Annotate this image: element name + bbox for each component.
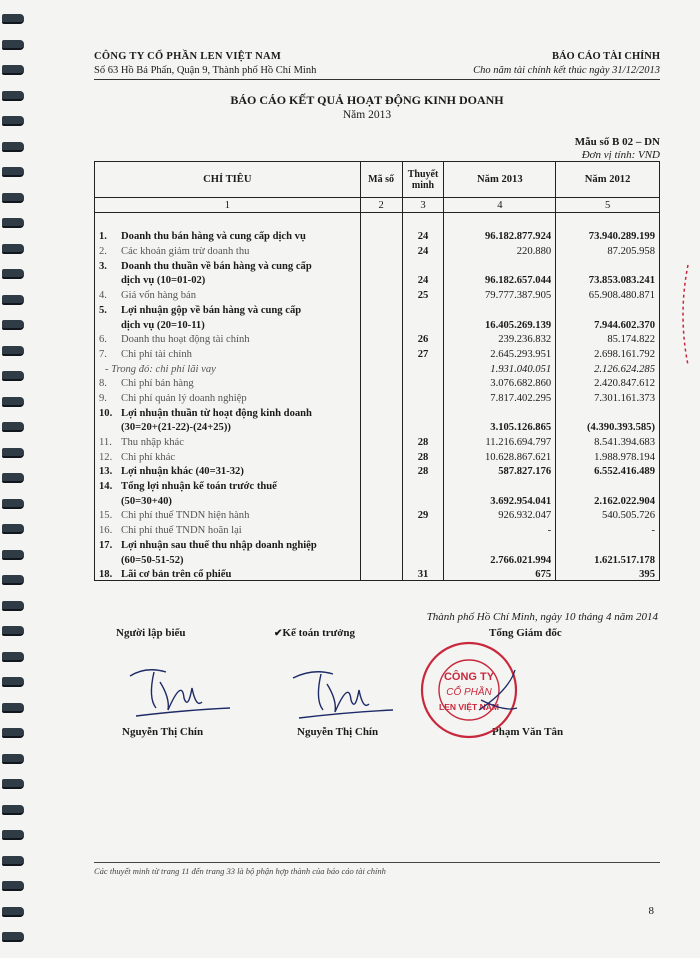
row-code (360, 360, 402, 375)
table-row (95, 375, 660, 390)
row-code (360, 507, 402, 522)
binding-ring (2, 422, 24, 432)
binding-ring (2, 320, 24, 330)
row-note: 24 (402, 242, 444, 257)
currency-unit: Đơn vị tính: VND (581, 149, 660, 161)
row-label (95, 316, 361, 331)
row-value-2013 (444, 477, 556, 492)
row-value-2012 (556, 213, 660, 228)
preparer-signature (126, 658, 236, 720)
row-number: 14. (99, 481, 113, 493)
row-value-2013: 239.236.832 (444, 331, 556, 346)
director-title: Tổng Giám đốc (489, 627, 562, 639)
row-item-name: Chi phí bán hàng (121, 378, 194, 390)
row-code (360, 345, 402, 360)
row-value-2013: 96.182.657.044 (444, 272, 556, 287)
row-value-2013: 10.628.867.621 (444, 448, 556, 463)
row-value-2013: 79.777.387.905 (444, 286, 556, 301)
row-item-name: (50=30+40) (121, 495, 172, 507)
column-number-row (95, 198, 660, 213)
binding-ring (2, 14, 24, 24)
row-value-2012 (556, 477, 660, 492)
row-number: 18. (99, 569, 113, 581)
row-value-2012: 540.505.726 (556, 507, 660, 522)
row-note: 25 (402, 286, 444, 301)
binding-ring (2, 830, 24, 840)
row-value-2013: 3.105.126.865 (444, 419, 556, 434)
row-label (95, 389, 361, 404)
row-note: 24 (402, 228, 444, 243)
row-number: 1. (99, 231, 107, 243)
row-value-2013 (444, 536, 556, 551)
row-code (360, 536, 402, 551)
row-note (402, 316, 444, 331)
row-item-name: Chi phí quản lý doanh nghiệp (121, 392, 247, 404)
table-row (95, 228, 660, 243)
table-row (95, 316, 660, 331)
table-row (95, 433, 660, 448)
table-row (95, 404, 660, 419)
row-label (95, 301, 361, 316)
row-number: 4. (99, 290, 107, 302)
row-item-name: Tổng lợi nhuận kế toán trước thuế (121, 481, 277, 493)
row-value-2012: 1.988.978.194 (556, 448, 660, 463)
row-code (360, 286, 402, 301)
row-note (402, 360, 444, 375)
report-page (34, 0, 700, 958)
binding-ring (2, 473, 24, 483)
binding-ring (2, 754, 24, 764)
row-item-name: Chi phí tài chính (121, 348, 192, 360)
row-number: 10. (99, 407, 113, 419)
table-row (95, 507, 660, 522)
row-value-2012: 8.541.394.683 (556, 433, 660, 448)
row-note: 28 (402, 433, 444, 448)
row-label (95, 213, 361, 228)
row-value-2012: - (556, 521, 660, 536)
table-row (95, 419, 660, 434)
company-seal (419, 640, 519, 740)
signing-place-date: Thành phố Hồ Chí Minh, ngày 10 tháng 4 năm 2014 (426, 611, 658, 623)
footer-note: Các thuyết minh từ trang 11 đến trang 33 là bộ phận hợp thành của báo cáo tài chính (94, 866, 386, 876)
row-item-name: Doanh thu bán hàng và cung cấp dịch vụ (121, 231, 306, 243)
row-code (360, 521, 402, 536)
row-label (95, 448, 361, 463)
binding-ring (2, 703, 24, 713)
side-seal-fragment (674, 255, 692, 375)
binding-ring (2, 601, 24, 611)
binding-ring (2, 397, 24, 407)
row-value-2012: 2.698.161.792 (556, 345, 660, 360)
row-item-name: Lợi nhuận khác (40=31-32) (121, 466, 244, 478)
company-name: CÔNG TY CỔ PHẦN LEN VIỆT NAM (94, 51, 282, 62)
row-value-2012: 73.940.289.199 (556, 228, 660, 243)
row-note: 31 (402, 566, 444, 581)
row-value-2012 (556, 301, 660, 316)
binding-ring (2, 550, 24, 560)
col-header-note: Thuyết minh (402, 162, 444, 198)
row-item-name: dịch vụ (20=10-11) (121, 319, 205, 331)
row-label (95, 228, 361, 243)
row-item-name: Lãi cơ bản trên cổ phiếu (121, 569, 232, 581)
row-code (360, 316, 402, 331)
form-number: Mẫu số B 02 – DN (574, 136, 660, 148)
table-row (95, 242, 660, 257)
table-row (95, 536, 660, 551)
binding-ring (2, 626, 24, 636)
row-label (95, 404, 361, 419)
row-label (95, 463, 361, 478)
pen-mark-icon: ✔ (274, 628, 283, 639)
row-label (95, 419, 361, 434)
row-code (360, 448, 402, 463)
row-value-2013: 7.817.402.295 (444, 389, 556, 404)
row-note (402, 257, 444, 272)
preparer-title: Người lập biểu (116, 627, 186, 639)
row-item-name: Chi phí thuế TNDN hoãn lại (121, 525, 242, 537)
row-note: 29 (402, 507, 444, 522)
row-code (360, 419, 402, 434)
binding-ring (2, 677, 24, 687)
col-number: 5 (556, 198, 660, 213)
table-row (95, 521, 660, 536)
row-value-2012: 6.552.416.489 (556, 463, 660, 478)
row-value-2012: 2.162.022.904 (556, 492, 660, 507)
binding-ring (2, 167, 24, 177)
row-code (360, 242, 402, 257)
row-label (95, 257, 361, 272)
row-code (360, 301, 402, 316)
row-note (402, 492, 444, 507)
binding-ring (2, 779, 24, 789)
row-value-2013: 2.645.293.951 (444, 345, 556, 360)
table-row (95, 551, 660, 566)
row-code (360, 375, 402, 390)
page-number: 8 (648, 905, 654, 917)
form-info (575, 136, 660, 162)
row-value-2012: 7.301.161.373 (556, 389, 660, 404)
report-title: BÁO CÁO KẾT QUẢ HOẠT ĐỘNG KINH DOANH (230, 93, 504, 107)
binding-ring (2, 371, 24, 381)
row-label (95, 286, 361, 301)
row-value-2013 (444, 301, 556, 316)
binding-ring (2, 269, 24, 279)
binding-ring (2, 448, 24, 458)
row-value-2012: 2.126.624.285 (556, 360, 660, 375)
col-number: 1 (95, 198, 361, 213)
row-label (95, 345, 361, 360)
binding-ring (2, 346, 24, 356)
row-value-2012: 2.420.847.612 (556, 375, 660, 390)
col-header-2012: Năm 2012 (556, 162, 660, 198)
table-row (95, 477, 660, 492)
row-value-2013: 3.692.954.041 (444, 492, 556, 507)
row-value-2013: 2.766.021.994 (444, 551, 556, 566)
row-item-name: Giá vốn hàng bán (121, 290, 197, 302)
row-code (360, 492, 402, 507)
binding-ring (2, 40, 24, 50)
row-note (402, 551, 444, 566)
report-period: Cho năm tài chính kết thúc ngày 31/12/2013 (473, 65, 660, 76)
row-value-2013: 675 (444, 566, 556, 581)
row-item-name: Lợi nhuận sau thuế thu nhập doanh nghiệp (121, 539, 317, 551)
row-value-2013: - (444, 521, 556, 536)
table-row (95, 331, 660, 346)
row-note: 24 (402, 272, 444, 287)
seal-line-3: LEN VIỆT NAM (439, 702, 499, 712)
row-value-2012: 7.944.602.370 (556, 316, 660, 331)
row-item-name: dịch vụ (10=01-02) (121, 275, 206, 287)
table-row (95, 566, 660, 581)
row-number: 11. (99, 437, 112, 448)
binding-ring (2, 116, 24, 126)
row-item-name: - Trong đó: chi phí lãi vay (105, 363, 216, 375)
row-item-name: Chi phí thuế TNDN hiện hành (121, 510, 250, 522)
footer-divider (94, 862, 660, 863)
row-value-2012 (556, 404, 660, 419)
header-divider (94, 79, 660, 80)
binding-ring (2, 244, 24, 254)
table-row (95, 213, 660, 228)
row-item-name: Lợi nhuận thuần từ hoạt động kinh doanh (121, 407, 312, 419)
row-number: 5. (99, 304, 107, 316)
row-code (360, 404, 402, 419)
row-value-2012: (4.390.393.585) (556, 419, 660, 434)
company-header (94, 50, 316, 78)
spiral-binding (0, 0, 30, 958)
table-row (95, 492, 660, 507)
binding-ring (2, 193, 24, 203)
row-code (360, 331, 402, 346)
table-row (95, 448, 660, 463)
row-item-name: (60=50-51-52) (121, 554, 184, 566)
binding-ring (2, 728, 24, 738)
col-header-2013: Năm 2013 (444, 162, 556, 198)
row-note (402, 536, 444, 551)
report-year: Năm 2013 (342, 109, 392, 121)
binding-ring (2, 142, 24, 152)
row-item-name: Thu nhập khác (121, 437, 184, 448)
row-value-2013: 96.182.877.924 (444, 228, 556, 243)
table-row (95, 345, 660, 360)
row-item-name: Lợi nhuận gộp về bán hàng và cung cấp (121, 304, 302, 316)
row-label (95, 433, 361, 448)
row-code (360, 566, 402, 581)
row-value-2012 (556, 257, 660, 272)
binding-ring (2, 881, 24, 891)
row-code (360, 228, 402, 243)
row-code (360, 433, 402, 448)
row-note: 28 (402, 463, 444, 478)
report-title-block (34, 93, 700, 123)
row-code (360, 389, 402, 404)
row-number: 12. (99, 451, 113, 463)
row-code (360, 551, 402, 566)
row-number: 8. (99, 378, 107, 390)
col-number: 4 (444, 198, 556, 213)
table-row (95, 301, 660, 316)
binding-ring (2, 805, 24, 815)
row-value-2012: 65.908.480.871 (556, 286, 660, 301)
table-row (95, 389, 660, 404)
row-note: 28 (402, 448, 444, 463)
row-number: 16. (99, 525, 113, 537)
row-value-2013: 926.932.047 (444, 507, 556, 522)
table-row (95, 360, 660, 375)
income-statement-table (94, 161, 660, 581)
binding-ring (2, 856, 24, 866)
preparer-name: Nguyễn Thị Chín (122, 726, 204, 738)
row-note (402, 213, 444, 228)
row-value-2013 (444, 257, 556, 272)
accountant-title-block (274, 627, 355, 639)
binding-ring (2, 65, 24, 75)
row-item-name: Các khoản giảm trừ doanh thu (121, 246, 250, 258)
row-code (360, 477, 402, 492)
accountant-title: Kế toán trưởng (282, 627, 355, 639)
row-value-2013: 16.405.269.139 (444, 316, 556, 331)
row-item-name: (30=20+(21-22)-(24+25)) (121, 422, 231, 434)
row-code (360, 213, 402, 228)
row-note (402, 477, 444, 492)
binding-ring (2, 652, 24, 662)
row-value-2013: 1.931.040.051 (444, 360, 556, 375)
director-name: Phạm Văn Tân (492, 726, 564, 738)
binding-ring (2, 218, 24, 228)
row-note: 27 (402, 345, 444, 360)
row-label (95, 492, 361, 507)
row-label (95, 272, 361, 287)
row-note (402, 301, 444, 316)
row-code (360, 463, 402, 478)
table-row (95, 286, 660, 301)
row-label (95, 566, 361, 581)
row-value-2012: 87.205.958 (556, 242, 660, 257)
table-row (95, 272, 660, 287)
seal-line-2: CỔ PHẦN (446, 687, 492, 698)
row-label (95, 536, 361, 551)
col-number: 3 (402, 198, 444, 213)
report-type: BÁO CÁO TÀI CHÍNH (551, 51, 660, 62)
binding-ring (2, 295, 24, 305)
row-number: 13. (99, 466, 113, 478)
report-header (473, 50, 660, 78)
row-number: 9. (99, 392, 107, 404)
company-address: Số 63 Hồ Bá Phấn, Quận 9, Thành phố Hồ Chí Minh (94, 65, 317, 76)
row-note: 26 (402, 331, 444, 346)
row-number: 17. (99, 539, 113, 551)
row-note (402, 419, 444, 434)
row-value-2013: 11.216.694.797 (444, 433, 556, 448)
row-label (95, 477, 361, 492)
col-number: 2 (360, 198, 402, 213)
table-row (95, 463, 660, 478)
row-label (95, 375, 361, 390)
col-header-item: CHỈ TIÊU (95, 162, 361, 198)
binding-ring (2, 932, 24, 942)
row-value-2012: 395 (556, 566, 660, 581)
row-number: 3. (99, 260, 107, 272)
row-value-2013 (444, 404, 556, 419)
binding-ring (2, 524, 24, 534)
row-note (402, 389, 444, 404)
row-label (95, 521, 361, 536)
row-number: 7. (99, 348, 107, 360)
row-note (402, 375, 444, 390)
row-value-2013: 587.827.176 (444, 463, 556, 478)
col-header-code: Mã số (360, 162, 402, 198)
row-note (402, 404, 444, 419)
binding-ring (2, 575, 24, 585)
row-value-2012 (556, 536, 660, 551)
row-label (95, 331, 361, 346)
row-value-2013: 220.880 (444, 242, 556, 257)
row-item-name: Doanh thu thuần về bán hàng và cung cấp (121, 260, 312, 272)
row-value-2012: 1.621.517.178 (556, 551, 660, 566)
row-value-2013 (444, 213, 556, 228)
accountant-signature (289, 660, 399, 722)
row-note (402, 521, 444, 536)
row-value-2012: 73.853.083.241 (556, 272, 660, 287)
seal-line-1: CÔNG TY (443, 671, 495, 683)
row-item-name: Chi phí khác (121, 451, 176, 463)
row-value-2013: 3.076.682.860 (444, 375, 556, 390)
row-code (360, 257, 402, 272)
row-code (360, 272, 402, 287)
row-value-2012: 85.174.822 (556, 331, 660, 346)
row-number: 2. (99, 246, 107, 258)
row-label (95, 551, 361, 566)
row-label (95, 360, 361, 375)
row-item-name: Doanh thu hoạt động tài chính (121, 334, 250, 346)
binding-ring (2, 907, 24, 917)
table-row (95, 257, 660, 272)
binding-ring (2, 499, 24, 509)
accountant-name: Nguyễn Thị Chín (297, 726, 379, 738)
binding-ring (2, 91, 24, 101)
row-number: 6. (99, 334, 107, 346)
row-number: 15. (99, 510, 113, 522)
row-label (95, 507, 361, 522)
row-label (95, 242, 361, 257)
